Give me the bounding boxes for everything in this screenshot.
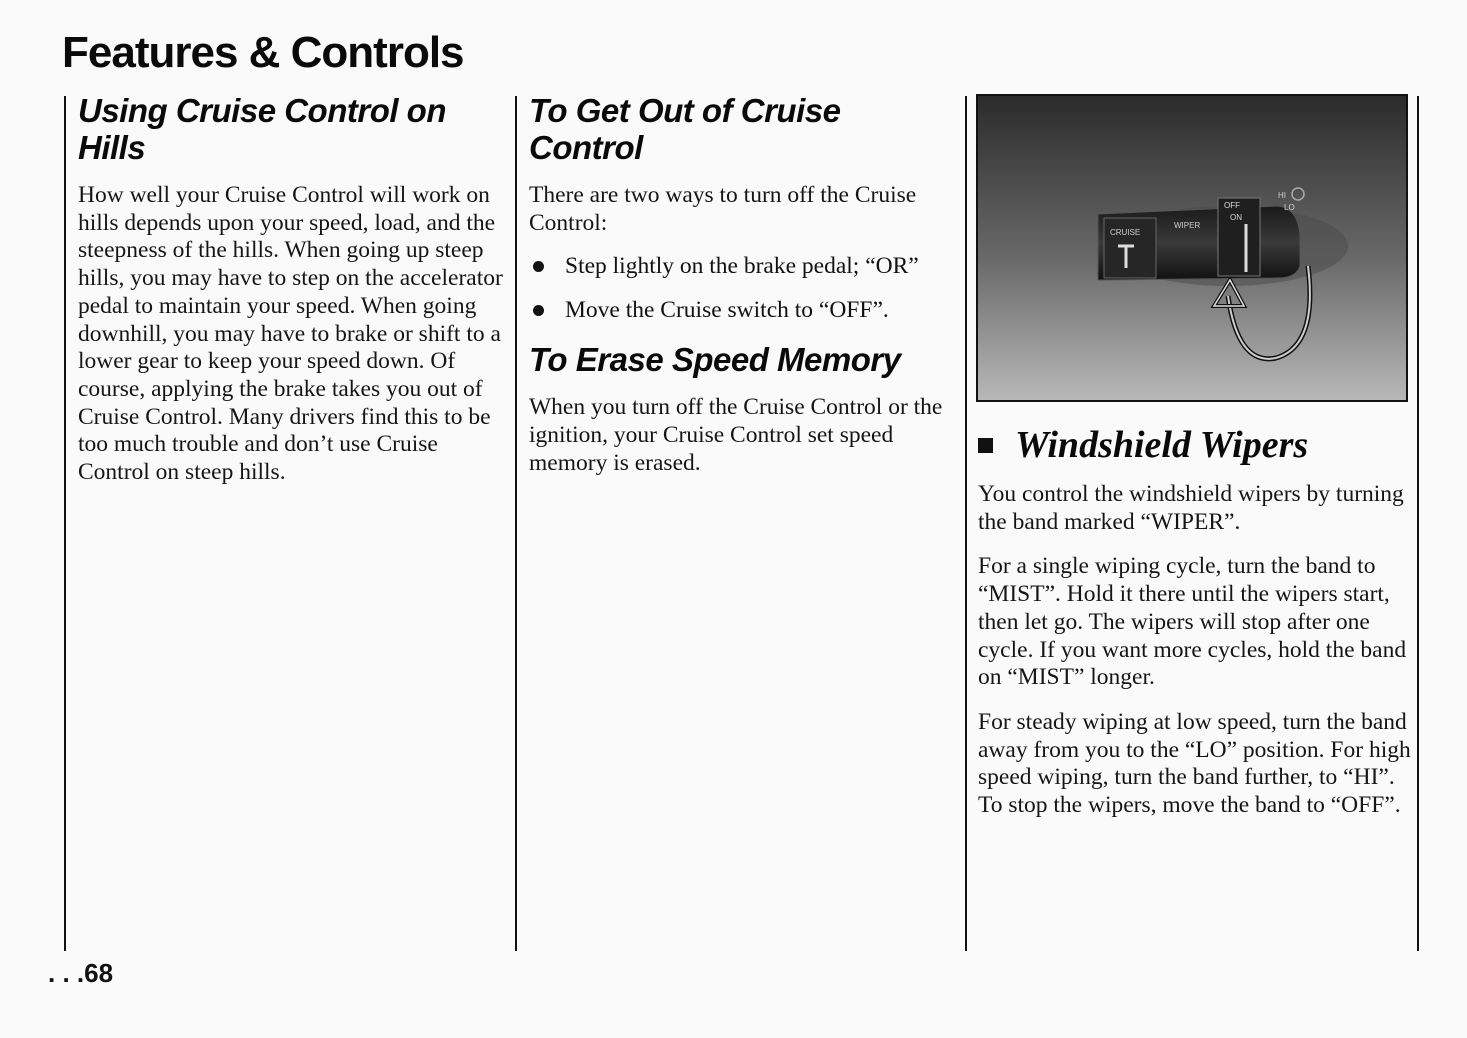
column-cruise-hills [78, 92, 508, 487]
bullet-text: Step lightly on the brake pedal; “OR” [565, 253, 919, 280]
section-marker-icon [978, 438, 993, 453]
list-item [529, 253, 959, 280]
heading-windshield-wipers [978, 424, 1413, 466]
paragraph-erase-speed-memory: When you turn off the Cruise Control or the ignition, your Cruise Control set speed memory is erased. [529, 394, 943, 476]
paragraph-cruise-hills: How well your Cruise Control will work on hills depends upon your speed, load, and the steepness of the hills. When going up steep hills, you may have to step on the accelerator pedal to maintain your speed. When going downhill, you may have to brake or shift to a lower gear to keep your speed down. Of course, applying the brake takes you out of Cruise Control. Many drivers find this to be too much trouble and don’t use Cruise Control on steep hills. [78, 182, 503, 486]
bullet-list [529, 253, 959, 324]
paragraph-wipers-speed: For steady wiping at low speed, turn the band away from you to the “LO” position. For high speed wiping, turn the band further, to “HI”. To stop the wipers, move the band to “OFF”. [978, 708, 1411, 819]
label-on: ON [1230, 213, 1242, 222]
list-item [529, 297, 959, 324]
column-divider [64, 96, 66, 951]
paragraph-cruise-off-intro: There are two ways to turn off the Cruise Control: [529, 182, 917, 236]
heading-get-out-cruise: To Get Out of Cruise Control [529, 92, 841, 166]
label-cruise: CRUISE [1110, 228, 1141, 237]
heading-cruise-hills: Using Cruise Control on Hills [78, 92, 446, 166]
paragraph-wipers-mist: For a single wiping cycle, turn the band to “MIST”. Hold it there until the wipers start, then let go. The wipers will stop after one cycle. If you want more cycles, hold the band on “MIST” longer. [978, 553, 1407, 691]
label-off: OFF [1224, 201, 1240, 210]
label-hi: HI [1278, 191, 1286, 200]
bullet-icon [533, 261, 544, 272]
label-lo: LO [1284, 203, 1295, 212]
paragraph-wipers-intro: You control the windshield wipers by turning the band marked “WIPER”. [978, 481, 1404, 535]
bullet-icon [533, 305, 544, 316]
column-divider [1417, 96, 1419, 951]
column-divider [965, 96, 967, 951]
column-divider [515, 96, 517, 951]
page-number-value: 68 [84, 958, 114, 988]
page-number-prefix: . . . [48, 958, 85, 988]
wiper-stalk-illustration [978, 96, 1406, 400]
column-windshield-wipers [978, 424, 1413, 820]
page-title: Features & Controls [62, 28, 464, 77]
heading-erase-speed-memory: To Erase Speed Memory [529, 341, 901, 379]
bullet-text: Move the Cruise switch to “OFF”. [565, 297, 889, 324]
label-wiper: WIPER [1174, 221, 1201, 230]
column-cruise-off [529, 92, 959, 478]
heading-text: Windshield Wipers [1015, 424, 1309, 466]
wiper-control-photo [976, 94, 1408, 402]
page-number [48, 958, 113, 989]
